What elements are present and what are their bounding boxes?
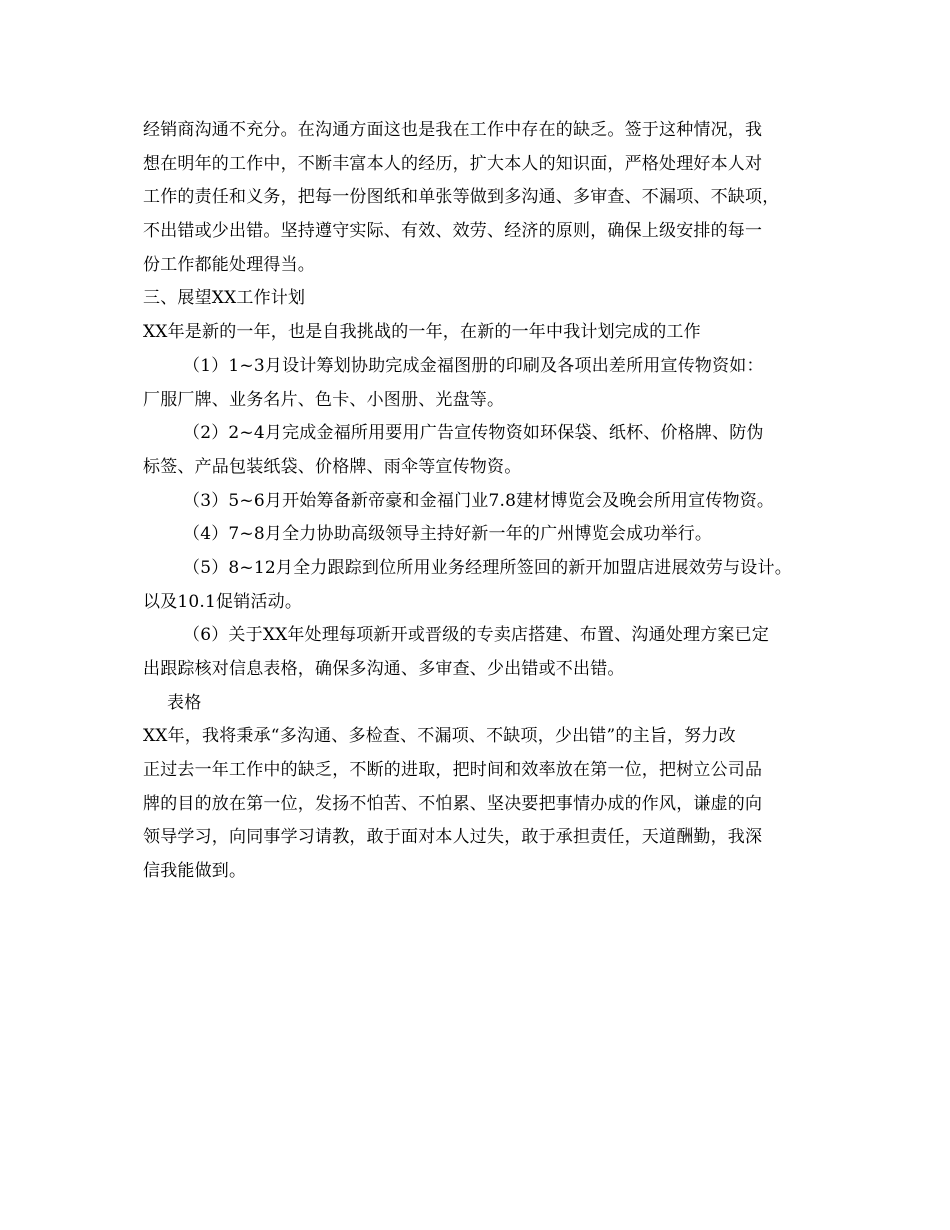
- list-item-continuation: 出跟踪核对信息表格，确保多沟通、多审查、少出错或不出错。: [143, 659, 625, 679]
- list-item: （3）5~6月开始筹备新帝豪和金福门业7.8建材博览会及晚会所用宣传物资。: [183, 490, 775, 511]
- list-item: （4）7~8月全力协助高级领导主持好新一年的广州博览会成功举行。: [183, 524, 713, 545]
- list-item-continuation: 厂服厂牌、业务名片、色卡、小图册、光盘等。: [143, 389, 505, 410]
- table-label: 表格: [167, 692, 202, 713]
- list-item-continuation: 以及10.1促销活动。: [143, 591, 303, 612]
- paragraph-line: 领导学习，向同事学习请教，敢于面对本人过失，敢于承担责任，天道酬勤，我深: [143, 827, 763, 848]
- paragraph-line: 信我能做到。: [143, 861, 247, 882]
- paragraph-line: 份工作都能处理得当。: [143, 254, 315, 275]
- paragraph-line: 想在明年的工作中，不断丰富本人的经历，扩大本人的知识面，严格处理好本人对: [143, 153, 763, 174]
- list-item-continuation: 标签、产品包装纸袋、价格牌、雨伞等宣传物资。: [143, 456, 522, 477]
- paragraph-line: 经销商沟通不充分。在沟通方面这也是我在工作中存在的缺乏。签于这种情况，我: [143, 120, 763, 140]
- list-item: （2）2~4月完成金福所用要用广告宣传物资如环保袋、纸杯、价格牌、防伪: [183, 423, 764, 444]
- paragraph-line: XX年是新的一年，也是自我挑战的一年，在新的一年中我计划完成的工作: [143, 322, 701, 343]
- paragraph-line: XX年，我将秉承“多沟通、多检查、不漏项、不缺项，少出错”的主旨，努力改: [143, 726, 736, 747]
- list-item: （6）关于XX年处理每项新开或晋级的专卖店搭建、布置、沟通处理方案已定: [183, 625, 770, 646]
- list-item: （1）1~3月设计筹划协助完成金福图册的印刷及各项出差所用宣传物资如：: [183, 355, 764, 376]
- list-item: （5）8~12月全力跟踪到位所用业务经理所签回的新开加盟店进展效劳与设计。: [183, 557, 792, 578]
- paragraph-line: 不出错或少出错。坚持遵守实际、有效、效劳、经济的原则，确保上级安排的每一: [143, 221, 763, 242]
- paragraph-line: 正过去一年工作中的缺乏，不断的进取，把时间和效率放在第一位，把树立公司品: [143, 760, 763, 781]
- paragraph-line: 牌的目的放在第一位，发扬不怕苦、不怕累、坚决要把事情办成的作风，谦虚的向: [143, 793, 763, 814]
- paragraph-line: 工作的责任和义务，把每一份图纸和单张等做到多沟通、多审查、不漏项、不缺项，: [143, 187, 780, 208]
- section-heading: 三、展望XX工作计划: [143, 288, 306, 309]
- document-body: [143, 114, 825, 889]
